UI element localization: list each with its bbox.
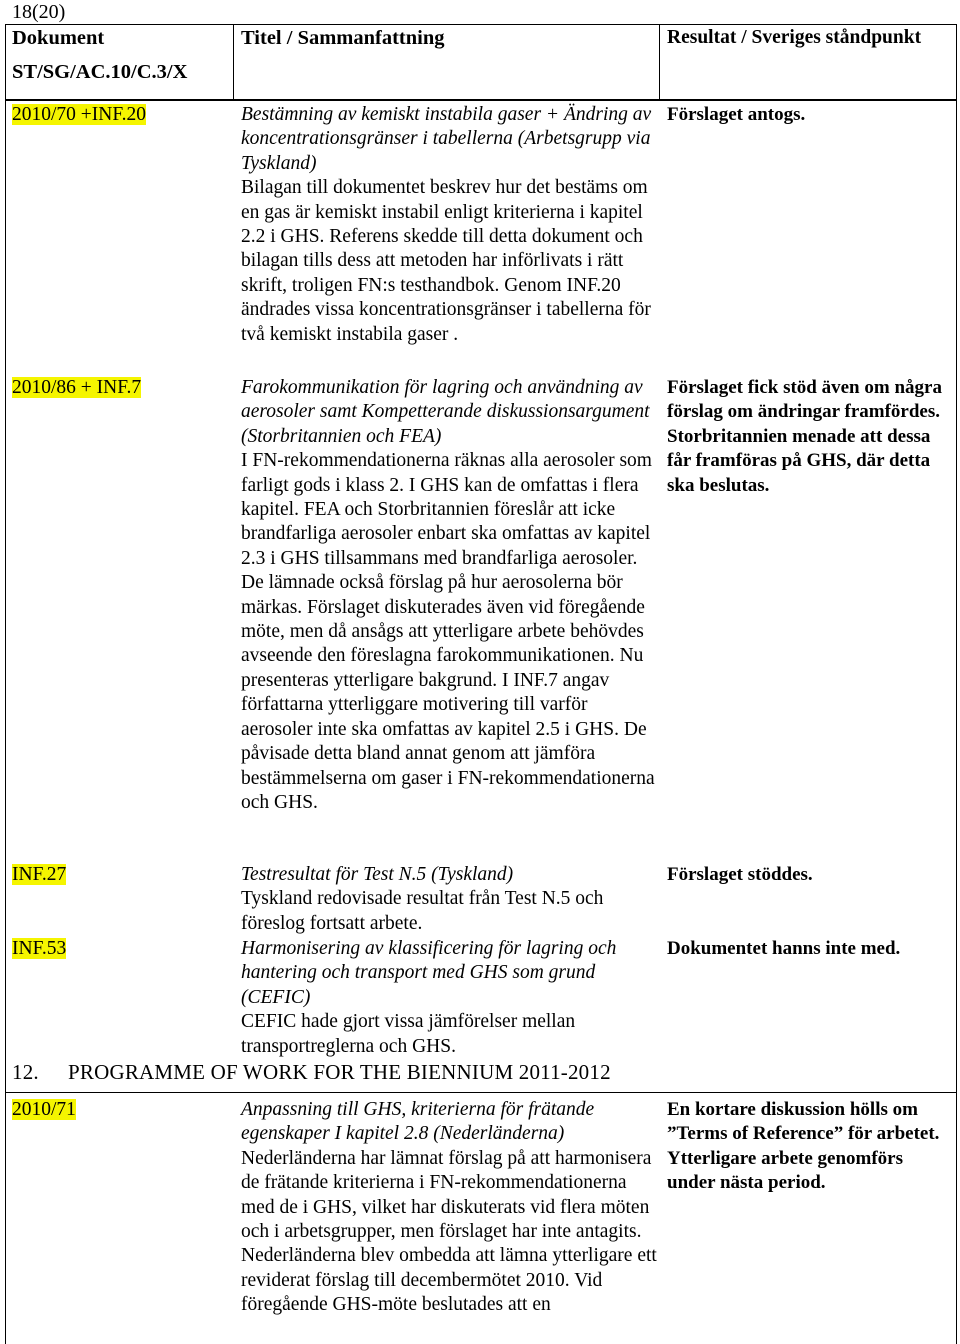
row-summary: Bilagan till dokumentet beskrev hur det bestäms om en gas är kemiskt instabil enligt kriterierna i kapitel 2.2 i GHS. Referens skedde till detta dokument och bilagan tills dess att metoden har införlivats i rätt skrift, troligen FN:s testhandbok. Genom INF.20 ändrades vissa koncentrationsgränser i tabellerna för två kemiskt instabila gaser . — [241, 177, 651, 345]
table-row-doc — [12, 103, 232, 127]
header-doc-series: ST/SG/AC.10/C.3/X — [12, 61, 188, 83]
row-title: Anpassning till GHS, kriterierna för frätande egenskaper I kapitel 2.8 (Nederländerna) — [241, 1099, 595, 1145]
doc-id: INF.27 — [12, 864, 67, 885]
doc-id: 2010/71 — [12, 1099, 76, 1120]
table-row-doc — [12, 1098, 232, 1122]
section-number: 12. — [12, 1060, 39, 1084]
row-summary: CEFIC hade gjort vissa jämförelser mellan transportreglerna och GHS. — [241, 1011, 576, 1057]
table-row-title-summary — [241, 1098, 659, 1318]
row-title: Bestämning av kemiskt instabila gaser + Ändring av koncentrationsgränser i tabellerna (Arbetsgrupp via Tyskland) — [241, 104, 652, 174]
table-row-result: En kortare diskussion hölls om ”Terms of Reference” för arbetet. Ytterligare arbete genomförs under nästa period. — [667, 1099, 940, 1194]
table-row-doc — [12, 376, 232, 400]
header-divider-2 — [659, 24, 660, 100]
header-doc-label: Dokument — [12, 27, 105, 49]
section-title: PROGRAMME OF WORK FOR THE BIENNIUM 2011-2012 — [68, 1060, 611, 1084]
header-doc — [12, 21, 187, 89]
row-title: Harmonisering av klassificering för lagring och hantering och transport med GHS som grund (CEFIC) — [241, 938, 617, 1008]
row-summary: Tyskland redovisade resultat från Test N.5 och föreslog fortsatt arbete. — [241, 888, 604, 934]
header-rule — [6, 99, 957, 101]
doc-id: INF.53 — [12, 938, 67, 959]
table-row-doc — [12, 937, 232, 961]
section-heading — [12, 1058, 611, 1086]
table-row-result: Förslaget fick stöd även om några förslag om ändringar framfördes. Storbritannien menade att dessa får framföras på GHS, där detta ska beslutas. — [667, 377, 942, 496]
header-divider-1 — [233, 24, 234, 100]
section-rule — [6, 1092, 957, 1093]
header-result: Resultat / Sveriges ståndpunkt — [667, 27, 922, 48]
page-number: 18(20) — [12, 1, 66, 23]
row-summary: I FN-rekommendationerna räknas alla aerosoler som farligt gods i klass 2. I GHS kan de omfattas i flera kapitel. FEA och Storbritannien föreslår att icke brandfarliga aerosoler enbart ska omfattas av kapitel 2.3 i GHS tillsammans med brandfarliga aerosoler. De lämnade också förslag på hur aerosolerna bör märkas. Förslaget diskuterades även vid föregående möte, men då ansågs att ytterligare arbete behövdes avseende den föreslagna farokommunikationen. Nu presenteras ytterligare bakgrund. I INF.7 angav författarna ytterliggare motivering till varför aerosoler inte ska omfattas av kapitel 2.5 i GHS. De påvisade detta bland annat genom att jämföra bestämmelserna om gaser i FN-rekommendationerna och GHS. — [241, 450, 655, 813]
table-row-title-summary — [241, 103, 659, 347]
doc-id: 2010/70 +INF.20 — [12, 104, 147, 125]
table-row-result: Förslaget antogs. — [667, 104, 806, 125]
row-title: Farokommunikation för lagring och användning av aerosoler samt Kompetterande diskussionsargument (Storbritannien och FEA) — [241, 377, 650, 447]
header-title: Titel / Sammanfattning — [241, 27, 445, 49]
table-row-doc — [12, 863, 232, 887]
table-row-title-summary — [241, 376, 659, 815]
doc-id: 2010/86 + INF.7 — [12, 377, 142, 398]
row-summary: Nederländerna har lämnat förslag på att harmonisera de frätande kriterierna i FN-rekommendationerna med de i GHS, vilket har diskuterats vid flera möten och i arbetsgrupper, men förslaget har inte antagits. Nederländerna blev ombedda att lämna ytterligare ett reviderat förslag till decembermötet 2010. Vid föregående GHS-möte beslutades att en — [241, 1147, 657, 1316]
table-row-title-summary — [241, 937, 659, 1059]
table-row-title-summary — [241, 863, 659, 936]
row-title: Testresultat för Test N.5 (Tyskland) — [241, 864, 514, 885]
table-row-result: Dokumentet hanns inte med. — [667, 938, 901, 959]
table-row-result: Förslaget stöddes. — [667, 864, 813, 885]
